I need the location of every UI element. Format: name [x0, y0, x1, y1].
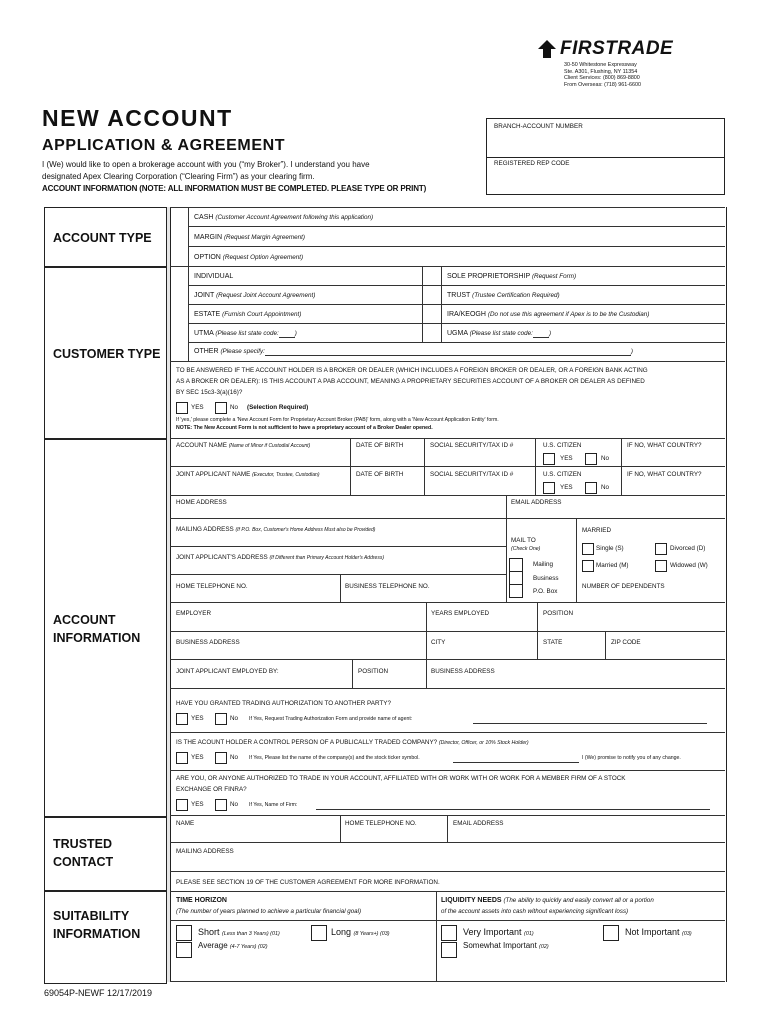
pab-yes-label: YES [191, 404, 204, 411]
broker-question-1: TO BE ANSWERED IF THE ACCOUNT HOLDER IS A BROKER OR DEALER (WHICH INCLUDES A FOREIGN BROKER OR DEALER, OR A FOREIGN BANK ACTING [176, 367, 648, 374]
long-note: (8 Years+) (03) [353, 931, 390, 937]
short-label: Short [198, 927, 220, 937]
ugma-state-field[interactable] [533, 329, 552, 338]
control-no-checkbox[interactable] [215, 752, 227, 764]
address-line: From Overseas: (718) 961-6600 [564, 82, 642, 89]
firstrade-logo [536, 38, 676, 98]
citizen-no-checkbox[interactable] [585, 453, 597, 465]
affiliation-question-2: EXCHANGE OR FINRA? [176, 786, 247, 793]
employer-field[interactable]: EMPLOYER [176, 610, 211, 617]
married-label: MARRIED [582, 527, 612, 534]
liquidity-note-1: (The ability to quickly and easily convert all or a portion [503, 897, 654, 904]
option-checkbox[interactable] [171, 247, 187, 265]
joint-name-note: (Executor, Trustee, Custodian) [252, 472, 320, 478]
joint-citizen-no-checkbox[interactable] [585, 482, 597, 494]
section-trusted-label-2: CONTACT [53, 855, 114, 869]
dependents-field[interactable]: NUMBER OF DEPENDENTS [582, 583, 665, 590]
country-field[interactable]: IF NO, WHAT COUNTRY? [627, 442, 702, 449]
average-label: Average [198, 941, 228, 950]
ugma-checkbox[interactable] [423, 324, 440, 341]
address-line: 30-50 Whitestone Expressway [564, 62, 637, 68]
mail-to-business-label: Business [533, 575, 559, 582]
widowed-checkbox[interactable] [655, 560, 667, 572]
broker-question-2: AS A BROKER OR DEALER): IS THIS ACCOUNT A PAB ACCOUNT, MEANING A PROPRIETARY SECURITIES ACCOUNT OF A BROKER OR DEALER AS DEFINED [176, 378, 645, 385]
trusted-name-field[interactable]: NAME [176, 820, 195, 827]
control-yes-label: YES [191, 754, 204, 761]
divorced-label: Divorced (D) [670, 545, 706, 552]
not-important-checkbox[interactable] [603, 925, 619, 941]
utma-label: UTMA [194, 330, 214, 337]
married-checkbox[interactable] [582, 560, 594, 572]
cash-option [194, 213, 373, 222]
firm-name-note: If Yes, Name of Firm: [249, 802, 298, 808]
arrow-logo-icon [536, 40, 558, 58]
joint-business-address-field[interactable]: BUSINESS ADDRESS [431, 668, 495, 675]
option-option [194, 253, 303, 262]
joint-option [194, 291, 315, 300]
ugma-label: UGMA [447, 330, 468, 337]
affiliation-no-label: No [230, 801, 239, 808]
other-specify-field[interactable] [265, 347, 634, 356]
citizen-yes-label: YES [560, 455, 573, 462]
average-option [198, 941, 268, 952]
pab-no-label: No [230, 404, 239, 411]
ira-label: IRA/KEOGH [447, 311, 486, 318]
trading-no-label: No [230, 715, 239, 722]
utma-state-field[interactable] [279, 329, 295, 338]
mailing-address-field[interactable] [176, 526, 375, 534]
option-label: OPTION [194, 254, 221, 261]
widowed-label: Widowed (W) [670, 562, 708, 569]
ira-checkbox[interactable] [423, 305, 440, 322]
page-subtitle: APPLICATION & AGREEMENT [42, 137, 286, 154]
option-note: (Request Option Agreement) [222, 254, 304, 261]
divorced-checkbox[interactable] [655, 543, 667, 555]
joint-citizen-yes-label: YES [560, 484, 573, 491]
very-important-note: (01) [524, 931, 534, 937]
section-account-info [44, 439, 167, 817]
joint-note: (Request Joint Account Agreement) [216, 292, 316, 299]
ugma-note: (Please list state code: [469, 330, 533, 337]
rep-code-field[interactable] [486, 156, 725, 195]
average-note: (4-7 Years) (02) [229, 944, 268, 950]
estate-checkbox[interactable] [171, 305, 187, 322]
joint-employed-field[interactable]: JOINT APPLICANT EMPLOYED BY: [176, 668, 279, 675]
joint-address-label: JOINT APPLICANT'S ADDRESS [176, 554, 268, 561]
suitability-block [170, 891, 725, 982]
dob-field[interactable]: DATE OF BIRTH [356, 442, 404, 449]
note-line: ACCOUNT INFORMATION (NOTE: ALL INFORMATION MUST BE COMPLETED. PLEASE TYPE OR PRINT) [42, 184, 427, 193]
other-checkbox[interactable] [171, 343, 187, 360]
other-close: ) [630, 348, 634, 355]
intro-line-2: designated Apex Clearing Corporation (“Clearing Firm”) as your clearing firm. [42, 172, 315, 181]
us-citizen-label: U.S. CITIZEN [543, 442, 582, 449]
business-address-field[interactable]: BUSINESS ADDRESS [176, 639, 240, 646]
logo-address [564, 62, 641, 89]
joint-ssn-field[interactable]: SOCIAL SECURITY/TAX ID # [430, 471, 514, 478]
liquidity-note-2: of the account assets into cash without experiencing significant loss) [441, 908, 629, 915]
estate-label: ESTATE [194, 311, 221, 318]
mailing-address-note: (If P.O. Box, Customer's Home Address Must also be Provided) [235, 527, 376, 533]
margin-label: MARGIN [194, 234, 222, 241]
long-label: Long [331, 927, 352, 937]
married-m-label: Married (M) [596, 562, 629, 569]
somewhat-important-note: (02) [539, 944, 549, 950]
joint-name-field[interactable] [176, 471, 320, 479]
affiliation-yes-checkbox[interactable] [176, 799, 188, 811]
cash-label: CASH [194, 214, 214, 221]
joint-citizen-no-label: No [601, 484, 610, 491]
affiliation-question-1: ARE YOU, OR ANYONE AUTHORIZED TO TRADE IN YOUR ACCOUNT, AFFILIATED WITH OR WORK WITH OR WORK FOR A MEMBER FIRM OF A STOCK [176, 775, 626, 782]
zip-field[interactable]: ZIP CODE [611, 639, 641, 646]
joint-address-field[interactable] [176, 554, 384, 562]
section-account-type [44, 207, 167, 267]
short-note: (Less than 3 Years) (01) [222, 931, 280, 937]
single-label: Single (S) [596, 545, 624, 552]
somewhat-important-label: Somewhat Important [463, 941, 537, 950]
joint-label: JOINT [194, 292, 215, 299]
utma-note: (Please list state code: [215, 330, 279, 337]
account-info-block [170, 438, 725, 818]
ssn-field[interactable]: SOCIAL SECURITY/TAX ID # [430, 442, 514, 449]
rep-code-label: REGISTERED REP CODE [494, 160, 570, 167]
not-important-option [625, 927, 692, 940]
ugma-option [447, 329, 551, 338]
pab-yes-checkbox[interactable] [176, 402, 188, 414]
ira-option [447, 310, 649, 319]
trading-agent-note: If Yes, Request Trading Authorization Form and provide name of agent: [249, 716, 413, 722]
control-yes-checkbox[interactable] [176, 752, 188, 764]
time-horizon-label: TIME HORIZON [176, 897, 227, 904]
single-checkbox[interactable] [582, 543, 594, 555]
citizen-yes-checkbox[interactable] [543, 453, 555, 465]
trusted-mailing-field[interactable]: MAILING ADDRESS [176, 848, 234, 855]
position-field[interactable]: POSITION [543, 610, 574, 617]
utma-checkbox[interactable] [171, 324, 187, 341]
trading-yes-checkbox[interactable] [176, 713, 188, 725]
individual-checkbox[interactable] [171, 267, 187, 284]
ira-note: (Do not use this agreement if Apex is to be the Custodian) [487, 311, 650, 318]
control-company-note: If Yes, Please list the name of the company(s) and the stock ticker symbol. [249, 755, 420, 761]
page-title: NEW ACCOUNT [42, 105, 233, 131]
control-question-text: IS THE ACOUNT HOLDER A CONTROL PERSON OF A PUBLICALLY TRADED COMPANY? [176, 739, 438, 746]
short-checkbox[interactable] [176, 925, 192, 941]
control-question-note: (Director, Officer, or 10% Stock Holder) [438, 740, 529, 746]
mail-to-mailing-checkbox[interactable] [509, 558, 523, 572]
long-checkbox[interactable] [311, 925, 327, 941]
section-suitability-label-1: SUITABILITY [53, 909, 130, 923]
form-id: 69054P-NEWF 12/17/2019 [44, 988, 153, 998]
section-trusted-contact [44, 817, 167, 891]
control-promise: I (We) promise to notify you of any change. [582, 755, 681, 761]
section-suitability-label-2: INFORMATION [53, 927, 141, 941]
state-field[interactable]: STATE [543, 639, 563, 646]
control-no-label: No [230, 754, 239, 761]
trusted-see-section: PLEASE SEE SECTION 19 OF THE CUSTOMER AGREEMENT FOR MORE INFORMATION. [176, 879, 440, 886]
branch-account-label: BRANCH-ACCOUNT NUMBER [494, 123, 583, 130]
very-important-checkbox[interactable] [441, 925, 457, 941]
joint-checkbox[interactable] [171, 286, 187, 303]
section-account-info-label-2: INFORMATION [53, 631, 141, 645]
margin-checkbox[interactable] [171, 227, 187, 245]
city-field[interactable]: CITY [431, 639, 446, 646]
margin-note: (Request Margin Agreement) [223, 234, 305, 241]
email-field[interactable]: EMAIL ADDRESS [511, 499, 562, 506]
sole-prop-option [447, 272, 576, 281]
joint-name-label: JOINT APPLICANT NAME [176, 471, 251, 478]
joint-country-field[interactable]: IF NO, WHAT COUNTRY? [627, 471, 702, 478]
logo-wordmark: FIRSTRADE [560, 38, 674, 59]
pab-no-checkbox[interactable] [215, 402, 227, 414]
margin-option [194, 233, 305, 242]
estate-note: (Furnish Court Appointment) [222, 311, 302, 318]
very-important-label: Very Important [463, 927, 522, 937]
account-name-field[interactable] [176, 442, 310, 450]
home-address-field[interactable]: HOME ADDRESS [176, 499, 227, 506]
trust-note: (Trustee Certification Required) [472, 292, 560, 299]
citizen-no-label: No [601, 455, 610, 462]
account-name-label: ACCOUNT NAME [176, 442, 227, 449]
mail-to-po-label: P.O. Box [533, 588, 558, 595]
cash-note: (Customer Account Agreement following this application) [215, 214, 374, 221]
trading-question: HAVE YOU GRANTED TRADING AUTHORIZATION TO ANOTHER PARTY? [176, 700, 391, 707]
other-option [194, 347, 633, 356]
affiliation-no-checkbox[interactable] [215, 799, 227, 811]
trusted-contact-block [170, 815, 725, 892]
average-checkbox[interactable] [176, 942, 192, 958]
sole-prop-note: (Request Form) [531, 273, 577, 280]
check-one-label: (Check One) [511, 546, 541, 552]
control-question [176, 739, 529, 747]
trust-label: TRUST [447, 292, 471, 299]
very-important-option [463, 927, 534, 940]
section-account-type-label: ACCOUNT TYPE [53, 231, 152, 245]
other-note: (Please specify: [220, 348, 265, 355]
years-employed-field[interactable]: YEARS EMPLOYED [431, 610, 490, 617]
estate-option [194, 310, 301, 319]
pab-note: If 'yes,' please complete a 'New Account Form for Proprietary Account Broker (PAB)' form, along with a 'New Account Application Entity' form. [176, 417, 499, 423]
company-ticker-field[interactable] [453, 762, 579, 763]
somewhat-important-checkbox[interactable] [441, 942, 457, 958]
section-customer-type-label: CUSTOMER TYPE [53, 347, 161, 361]
intro-line-1: I (We) would like to open a brokerage account with you (“my Broker”). I understand you have [42, 160, 370, 169]
mailing-address-label: MAILING ADDRESS [176, 526, 234, 533]
mail-to-label: MAIL TO [511, 537, 536, 544]
trusted-email-field[interactable]: EMAIL ADDRESS [453, 820, 504, 827]
address-line: Ste. A301, Flushing, NY 11354 [564, 68, 638, 75]
joint-dob-field[interactable]: DATE OF BIRTH [356, 471, 404, 478]
trusted-phone-field[interactable]: HOME TELEPHONE NO. [345, 820, 417, 827]
section-account-info-label-1: ACCOUNT [53, 613, 116, 627]
long-option [331, 927, 390, 940]
other-label: OTHER [194, 348, 219, 355]
not-important-note: (03) [682, 931, 692, 937]
mail-to-mailing-label: Mailing [533, 561, 553, 568]
home-phone-field[interactable]: HOME TELEPHONE NO. [176, 583, 248, 590]
trading-yes-label: YES [191, 715, 204, 722]
trust-option [447, 291, 560, 300]
liquidity-heading [441, 896, 654, 905]
address-line: Client Services: (800) 869-8800 [564, 75, 640, 82]
short-option [198, 927, 280, 940]
business-phone-field[interactable]: BUSINESS TELEPHONE NO. [345, 583, 430, 590]
utma-option [194, 329, 297, 338]
ugma-close: ) [548, 330, 552, 337]
joint-citizen-yes-checkbox[interactable] [543, 482, 555, 494]
section-trusted-label-1: TRUSTED [53, 837, 113, 851]
selection-required: (Selection Required) [247, 404, 309, 411]
joint-address-note: (If Different than Primary Account Holder's Address) [269, 555, 384, 561]
trading-no-checkbox[interactable] [215, 713, 227, 725]
time-horizon-note: (The number of years planned to achieve a particular financial goal) [176, 908, 362, 915]
agent-name-field[interactable] [473, 723, 707, 724]
utma-close: ) [294, 330, 297, 337]
mail-to-business-checkbox[interactable] [509, 571, 523, 585]
section-suitability [44, 891, 167, 984]
mail-to-po-checkbox[interactable] [509, 584, 523, 598]
branch-account-field[interactable] [486, 118, 725, 158]
trust-checkbox[interactable] [423, 286, 440, 303]
customer-type-block [170, 266, 725, 439]
individual-label: INDIVIDUAL [194, 273, 234, 280]
account-name-note: (Name of Minor if Custodial Account) [228, 443, 311, 449]
cash-checkbox[interactable] [171, 208, 187, 226]
broker-question-3: BY SEC 15c3-3(a)(16)? [176, 389, 243, 396]
section-customer-type [44, 267, 167, 439]
sole-prop-label: SOLE PROPRIETORSHIP [447, 273, 530, 280]
liquidity-label: LIQUIDITY NEEDS [441, 897, 502, 904]
sole-prop-checkbox[interactable] [423, 267, 440, 284]
account-type-block [170, 207, 725, 267]
joint-position-field[interactable]: POSITION [358, 668, 389, 675]
not-important-label: Not Important [625, 927, 680, 937]
affiliation-yes-label: YES [191, 801, 204, 808]
pab-note-2: NOTE: The New Account Form is not sufficient to have a proprietary account of a Broker Dealer opened. [176, 425, 433, 431]
somewhat-important-option [463, 941, 549, 952]
firm-name-field[interactable] [316, 809, 710, 810]
joint-us-citizen-label: U.S. CITIZEN [543, 471, 582, 478]
